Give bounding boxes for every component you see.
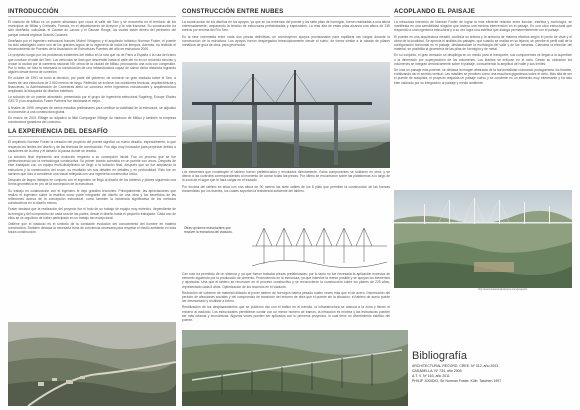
bibliography-title: Bibliografía [412, 350, 468, 362]
intro-paragraph: En marzo de 2001 Eiffage se adjudicó la filial Compagnie Eiffage du viaducto de Millau y también la empresa constructora ganadora del concurso. [8, 116, 176, 125]
construction-paragraph: La construcción de los diseños en los apoyos, ya que en los extremos del puente y los siete pilas de hormigón, fueron realizadas a una altura extremadamente, amparando la tensión de estructuras prefabricadas y trapezoides. La más alta de estas pilas alcanza una altura de 245 metros por encima del Río Tarn. [182, 20, 390, 33]
intro-paragraph: En octubre de 1991 se tomó la decisión, por parte del gobierno, de construir un gran viaducto sobre el Tarn, a través de una estructura de 2.500 metros de largo. Reflexión se tuvieron las cuestiones técnicas, arquitectónicas y financieras, la Administración de Carreteras abrió un concurso entre ingenieros estructurales y arquitectónicos ampliando la búsqueda de diseños estéticos. [8, 76, 176, 94]
landscape-photo-image [394, 190, 572, 288]
valley-photo [8, 322, 176, 406]
intro-paragraph: Le proyecto surgió por los problemas existentes del tráfico en la ruta que va de París a España o la ruta del tramo que conduce al valle del Tarn. Los vehículos se iban que descender hasta el valle del río en un recorrido sinuoso y cruzar la ciudad por la carretera nacional N9, cerca de la ciudad de Millau, provocando una cola con congestión. Por lo tanto, se hizo la necesaria la construcción de una infraestructura capaz de salvar dicha distancia logrando alguien desde forma de conexión. [8, 53, 176, 75]
bibliography-entry: PHILIP JODIDIO, Sir Norman Foster, Köln. Taschen 1997 [412, 379, 502, 383]
panorama-photo-image [182, 330, 408, 406]
column-landscape [394, 8, 572, 87]
construction-photo [182, 62, 390, 168]
construction-paragraph: Con solo ha permitido de un sistema y, ya que fueron tratados piezas prefabricadas; por lo tanto no fue necesaria la aplicación excesiva de cemento siguiendo por la producción de cemento. Promoviendo en la estructura, ya que intervine la menor posible y se apoyan los elementos y ajustados. Una que el tablero se reconocer en el proceso constructivo y se reconocieron la construcción sobre los pilares de 225 años, representado cada 8 años. Optimización de los recursos en el viaducto. [182, 272, 390, 289]
design-paragraph: La solución final representó una evolución respecto a su concepción inicial. Fue un proceso que se fue perfeccionando por la metodología constructiva. Su primer boceto consistía en un puente con arcos. Después de este trabajado con un equipo multi-disciplinario se llegó a la solución final, después que se fue ampliando la estructura y la construcción del cruce, su resultado sin sus detalles en detalles y en profundidad. Esto fue en razones que hizo a considerar una visual reflejada con una ingeniería constructiva única. [8, 155, 176, 176]
intro-paragraph: Diseñado por el ingeniero estructural francés Michel Virlogeux y el arquitecto británico Norman Foster, el puente ha sido catalogado como uno de los grandes logros de la ingeniería de todos los tiempos. Además, ha recibido el reconocimiento de Puentes de la Asociación de Estructuras Puentes del año en estructura 2006. [8, 38, 176, 52]
design-paragraph: Foster destaca que la realización del proyecto fue el fruto de un trabajo de equipo muy estrecho, dependiente de la energía y del compromiso de cada una de las partes, desde el diseño hasta el pequeño trabajador. Cada uno de ellos se ve orgulloso de haber participado en un trabajo tan excepcional. [8, 207, 176, 220]
construction-photo-image [182, 62, 390, 168]
bibliography-entry: CASABELLA. Nº 734, año 2005 [412, 369, 462, 373]
construction-heading: CONSTRUCCIÓN ENTRE NUBES [182, 8, 390, 17]
landscape-photo [394, 190, 572, 288]
construction-paragraph: Los elementos que constituyen el tablero fueron prefabricados y encolados directamente. Estos componentes se soldaron en obra, y se dieron a las controles correspondientes al momento de contar todas las piezas. Por último se encontraron sobre las plataformas a lo largo de la zona de el lugar que le hará cargar en el trazado. [182, 170, 390, 183]
design-paragraph: Después de largos trabajos en conjunto con el ingeniero se llegó al diseño de los tableros y pilares siguiendo una forma geométrica en pro de la concepción de la estructura. [8, 178, 176, 187]
panorama-photo [182, 330, 408, 406]
landscape-paragraph: La minuciosa intención de Norman Foster de lograr la más eficiente relación entre función, estética y morfología, se manifiesta en una sensibilidad singular que tuviera una mínima intervención en el paisaje. Es una obra estructural que respondió a una ingeniería estructural y a su vez logra una estética que dialoga permanentemente con el paisaje. [394, 20, 572, 33]
column-construction-mid [182, 170, 390, 195]
design-heading: LA EXPERIENCIA DEL DESAFÍO [8, 128, 176, 137]
photo-credit: http://www.fosterandpartners.com/projects/ [478, 288, 528, 291]
valley-photo-image [8, 322, 176, 406]
diagram-caption: resolver la estructura del viaducto. [184, 230, 233, 234]
design-paragraph: Su trabajo en colaboración con el ingeniero le dejó grandes lecciones. Principalmente, las apreciaciones que realizó el ingeniero sobre la estética como parte integrante del diseño de una obra y los beneficios de las reflexiones acerca de la concepción estructural, como también la incidencia significativa de los métodos constructivos en el diseño mismo. [8, 188, 176, 206]
construction-paragraph: Reducción de volumen de material utilizado al poner tablero de hormigón habría pesado cuatro veces más que el de acero. Disminución del período de afecciones sociales y del compromiso de transición del entorno de obra que el puente sin la situación, el tablero de acero puede ser desmontado y reutilizar a futuro. [182, 290, 390, 304]
structural-diagram [182, 222, 390, 270]
column-construction-bottom [182, 272, 390, 324]
bibliography-entry: A.T. V. Nº 163, año 2011 [412, 374, 450, 378]
landscape-paragraph: Se crea un paisaje más potente, se destaca la imagen abstracta de la horizontalidad colocando protagonismo los tirantes, enfatizando así el sentido vertical. Las mástiles se perciben como una escultura gigantesca sobre el cielo. Más allá de ser el puente de autopista, el proyecto respalda un paisaje nuevo y se convierte en un elemento muy interesante y ha sido bien valorado por su integración al paisaje y medio ambiente. [394, 68, 572, 85]
intro-paragraph: La solución de un puente atirantado, presentado por el grupo de ingeniería estructural Sogelerg, Europe Etudes GECTI y los arquitectos Foster Partners fue declarada el mejor. [8, 95, 176, 104]
construction-paragraph: Por encima del tablero se sitúa con una altura de 90 metros las siete cables de los 8 pilas que permiten la construcción de las fuerzas transmitidas por los tirantes, los cuales soportan la resistencia suficiente del tablero. [182, 184, 390, 193]
intro-heading: INTRODUCCIÓN [8, 8, 176, 17]
landscape-heading: ACOPLANDO EL PAISAJE [394, 8, 572, 17]
column-introduction [8, 8, 176, 237]
landscape-paragraph: El puente es una arquitectura versátil, continúa su textura y la armonía de manera efectiva según el punto de vista y el clima de la localidad. Se aprecia el análisis los paisajes, que cuando se realiza en su lejanía, se percibe el perfil sutil de la configuración horizontal en el paisaje, destacándose la morfología del valle y de las mesetas. Clarísima la elección del material, se posibilita la geometría de las pilas de hormigón y de metal. [394, 34, 572, 52]
landscape-paragraph: En su conjunto, el gran armazón se despliega en un medio para el transporte, sus componentes se llegan a la superficie o la dimensión por superposición de los volúmenes. Los tirantes se enfocan en el cielo. Desde su ubicación los volúmenes se integran armónicamente sobre el paisaje, consumiendo la amplitud del valle y sus límites. [394, 53, 572, 66]
intro-paragraph: A finales de 1999, después de varios estudios preliminares para verificar la viabilidad de la estructura, se adjudicó la concesión a una constructora global. [8, 105, 176, 114]
bibliography-entry: ARCHITECTURAL RECORD. CREE. Nº 312, año 2003 [412, 364, 499, 368]
design-paragraph: El arquitecto Norman Foster la creación del proyecto del puente significó un nuevo desafío, especialmente, lo que respecta los límites del diseño y de las técnicas de construcción. Fue algo muy innovador para proyectar debido a caracteres de la obra y el tamaño la pausa donde se creaba. [8, 140, 176, 153]
intro-paragraph: El viaducto de Millau es un puente atirantado que cruza el valle del Tarn y se encuentra en el territorio de los municipios de Millau y Creissels, Francia, en el departamento de Aveyron y la ruta francesa. Su construcción ha sido diseñada, calculada, el Causse du Larzac y el Causse Rouge, los cuales están dentro del perímetro del parque natural regional Grands Causses. [8, 20, 176, 37]
column-construction [182, 8, 390, 49]
design-paragraph: Obtiene que el viaducto es el símbolo de la constante evolución del conocimiento del hombre en materia constructiva. También destaca la necesaria toma de conciencia necesaria para respetar el medio ambiente en toda futura construcción. [8, 221, 176, 235]
construction-paragraph: En la fase intermedia entre cada dos piezas definitivas, se construyeron apoyos provisionales para equilibrar las cargas durante la construcción de la estructura. Los apoyos fueron desplegados telescópicamente desde el suelo; de forma similar a la alzada de pilares metálicos de grúa de obra, para generarlos. [182, 34, 390, 48]
bridge-diagram-drawing [182, 222, 390, 270]
diagram-caption: Otras opciones estructurales que [184, 226, 231, 230]
construction-paragraph: Reutilización de los desplazamientos que se pudieron dar con el tráfico en el tránsito, la infraestructura se adecúa a la zona y tienen el entorno al viaducto. Los estructurales permitieron contar con un menor número de tramos, la infracción es mínima y las estructuras pueden ser más livianas y económicas. Algunas veces pueden ser aplicados con tu primeros proyectos, lo cual tiene un divertimiento estético del puente. [182, 305, 390, 323]
